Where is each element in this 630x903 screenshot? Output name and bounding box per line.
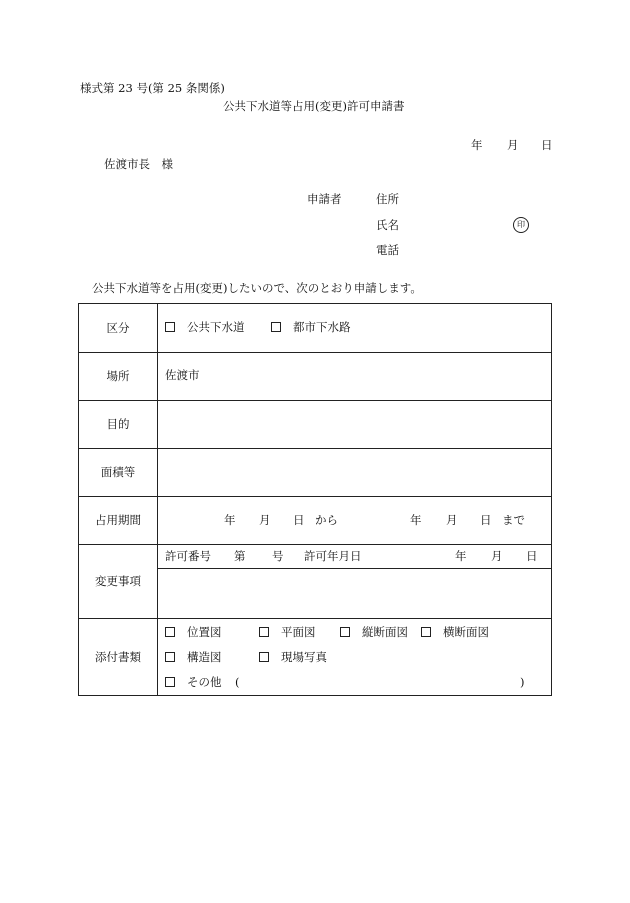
permit-date-label: 許可年月日 bbox=[304, 549, 362, 563]
period-label: 占用期間 bbox=[95, 513, 141, 527]
permit-month: 月 bbox=[491, 549, 503, 563]
permit-number-dai: 第 bbox=[234, 549, 246, 563]
option-label: 現場写真 bbox=[281, 650, 327, 664]
option-city-drain[interactable] bbox=[271, 322, 351, 334]
option-label: 都市下水路 bbox=[293, 320, 351, 334]
period-to-year: 年 bbox=[410, 513, 422, 527]
location-label: 場所 bbox=[106, 369, 130, 383]
period-from-day: 日 bbox=[293, 513, 305, 527]
intro-text: 公共下水道等を占用(変更)したいので、次のとおり申請します。 bbox=[92, 281, 422, 295]
checkbox[interactable] bbox=[165, 677, 175, 687]
period-to-word: まで bbox=[502, 513, 525, 527]
option-label: その他 bbox=[187, 675, 222, 689]
option-label: 平面図 bbox=[281, 625, 316, 639]
category-label: 区分 bbox=[106, 321, 130, 335]
period-from-year: 年 bbox=[224, 513, 236, 527]
permit-day: 日 bbox=[526, 549, 538, 563]
other-paren-open: ( bbox=[235, 675, 240, 689]
name-label: 氏名 bbox=[376, 218, 399, 232]
permit-number-gou: 号 bbox=[272, 549, 284, 563]
form-number: 様式第 23 号(第 25 条関係) bbox=[80, 81, 225, 95]
area-label: 面積等 bbox=[100, 465, 136, 479]
checkbox[interactable] bbox=[259, 627, 269, 637]
seal-mark bbox=[513, 217, 529, 233]
checkbox[interactable] bbox=[340, 627, 350, 637]
checkbox[interactable] bbox=[259, 652, 269, 662]
change-label: 変更事項 bbox=[95, 574, 141, 588]
period-to-month: 月 bbox=[446, 513, 458, 527]
form-title: 公共下水道等占用(変更)許可申請書 bbox=[223, 99, 405, 113]
option-label: 縦断面図 bbox=[362, 625, 408, 639]
checkbox[interactable] bbox=[165, 627, 175, 637]
column-divider bbox=[157, 304, 158, 695]
attachment-longitudinal-section[interactable] bbox=[340, 627, 408, 639]
attachment-location-map[interactable] bbox=[165, 627, 222, 639]
location-value: 佐渡市 bbox=[165, 368, 200, 382]
checkbox[interactable] bbox=[271, 322, 281, 332]
attachment-cross-section[interactable] bbox=[421, 627, 489, 639]
permit-year: 年 bbox=[455, 549, 467, 563]
other-paren-close: ) bbox=[520, 675, 525, 689]
attachments-label: 添付書類 bbox=[95, 649, 141, 664]
period-from-word: から bbox=[315, 513, 338, 527]
checkbox[interactable] bbox=[421, 627, 431, 637]
seal-icon: 印 bbox=[513, 217, 529, 233]
application-table bbox=[78, 303, 552, 696]
period-from-month: 月 bbox=[259, 513, 271, 527]
date-month-label: 月 bbox=[507, 138, 519, 152]
address-label: 住所 bbox=[376, 192, 399, 206]
attachment-other[interactable] bbox=[165, 677, 222, 689]
option-label: 公共下水道 bbox=[187, 320, 245, 334]
option-label: 構造図 bbox=[187, 650, 222, 664]
option-label: 位置図 bbox=[187, 625, 222, 639]
checkbox[interactable] bbox=[165, 652, 175, 662]
phone-label: 電話 bbox=[376, 243, 399, 257]
date-year-label: 年 bbox=[471, 138, 483, 152]
period-to-day: 日 bbox=[480, 513, 492, 527]
attachment-site-photo[interactable] bbox=[259, 652, 327, 664]
date-day-label: 日 bbox=[541, 138, 553, 152]
option-label: 横断面図 bbox=[443, 625, 489, 639]
checkbox[interactable] bbox=[165, 322, 175, 332]
row-divider bbox=[157, 568, 551, 569]
attachment-structure[interactable] bbox=[165, 652, 222, 664]
applicant-label: 申請者 bbox=[307, 192, 342, 206]
purpose-label: 目的 bbox=[106, 417, 130, 431]
attachment-plan[interactable] bbox=[259, 627, 316, 639]
permit-number-label: 許可番号 bbox=[165, 549, 211, 563]
option-public-sewer[interactable] bbox=[165, 322, 245, 334]
addressee: 佐渡市長 様 bbox=[104, 157, 173, 171]
